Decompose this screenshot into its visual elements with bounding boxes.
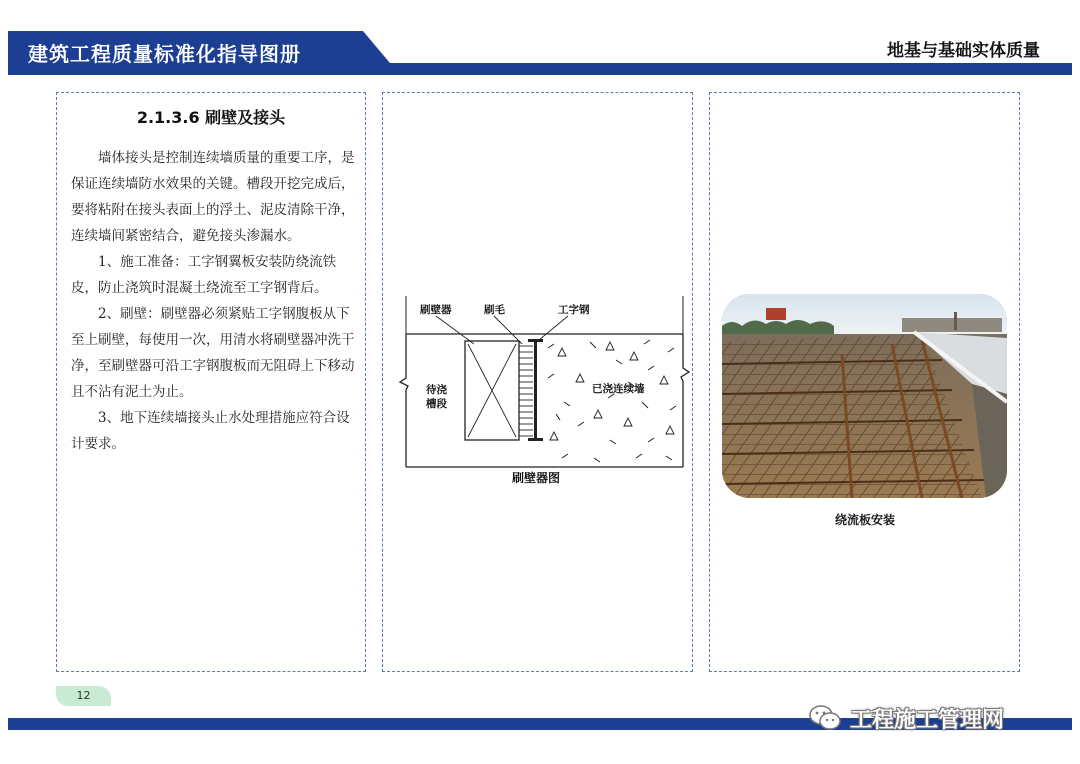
document-title: 建筑工程质量标准化指导图册 (28, 42, 301, 66)
paragraph: 墙体接头是控制连续墙质量的重要工序，是保证连续墙防水效果的关键。槽段开挖完成后，要将粘附在接头表面上的浮土、泥皮清除干净，连续墙间紧密结合，避免接头渗漏水。 (71, 150, 355, 244)
label-pending-trench-2: 槽段 (426, 398, 447, 410)
photo-caption: 绕流板安装 (834, 513, 896, 527)
section-title: 2.1.3.6 刷壁及接头 (136, 108, 286, 127)
wechat-icon (808, 704, 842, 732)
diversion-plate-photo (722, 294, 1007, 498)
brush-device-diagram (398, 290, 694, 490)
watermark-text: 工程施工管理网 (850, 707, 1005, 733)
label-bristles: 刷毛 (484, 304, 505, 316)
label-i-beam: 工字钢 (558, 304, 590, 316)
body-text (71, 145, 361, 457)
label-brush-device: 刷壁器 (420, 304, 452, 316)
paragraph: 3、地下连续墙接头止水处理措施应符合设计要求。 (71, 410, 350, 452)
label-pending-trench-1: 待浇 (426, 384, 447, 396)
paragraph: 1、施工准备：工字钢翼板安装防绕流铁皮，防止浇筑时混凝土绕流至工字钢背后。 (71, 254, 337, 296)
page-number: 12 (56, 686, 111, 706)
watermark (808, 698, 1058, 738)
diagram-caption: 刷壁器图 (511, 471, 561, 485)
text-panel (56, 92, 366, 672)
paragraph: 2、刷壁：刷壁器必须紧贴工字钢腹板从下至上刷壁，每使用一次，用清水将刷壁器冲洗干净，至刷壁器可沿工字钢腹板而无阻碍上下移动且不沾有泥土为止。 (71, 306, 355, 400)
section-heading: 地基与基础实体质量 (887, 41, 1040, 61)
label-cast-wall: 已浇连续墙 (592, 383, 645, 395)
